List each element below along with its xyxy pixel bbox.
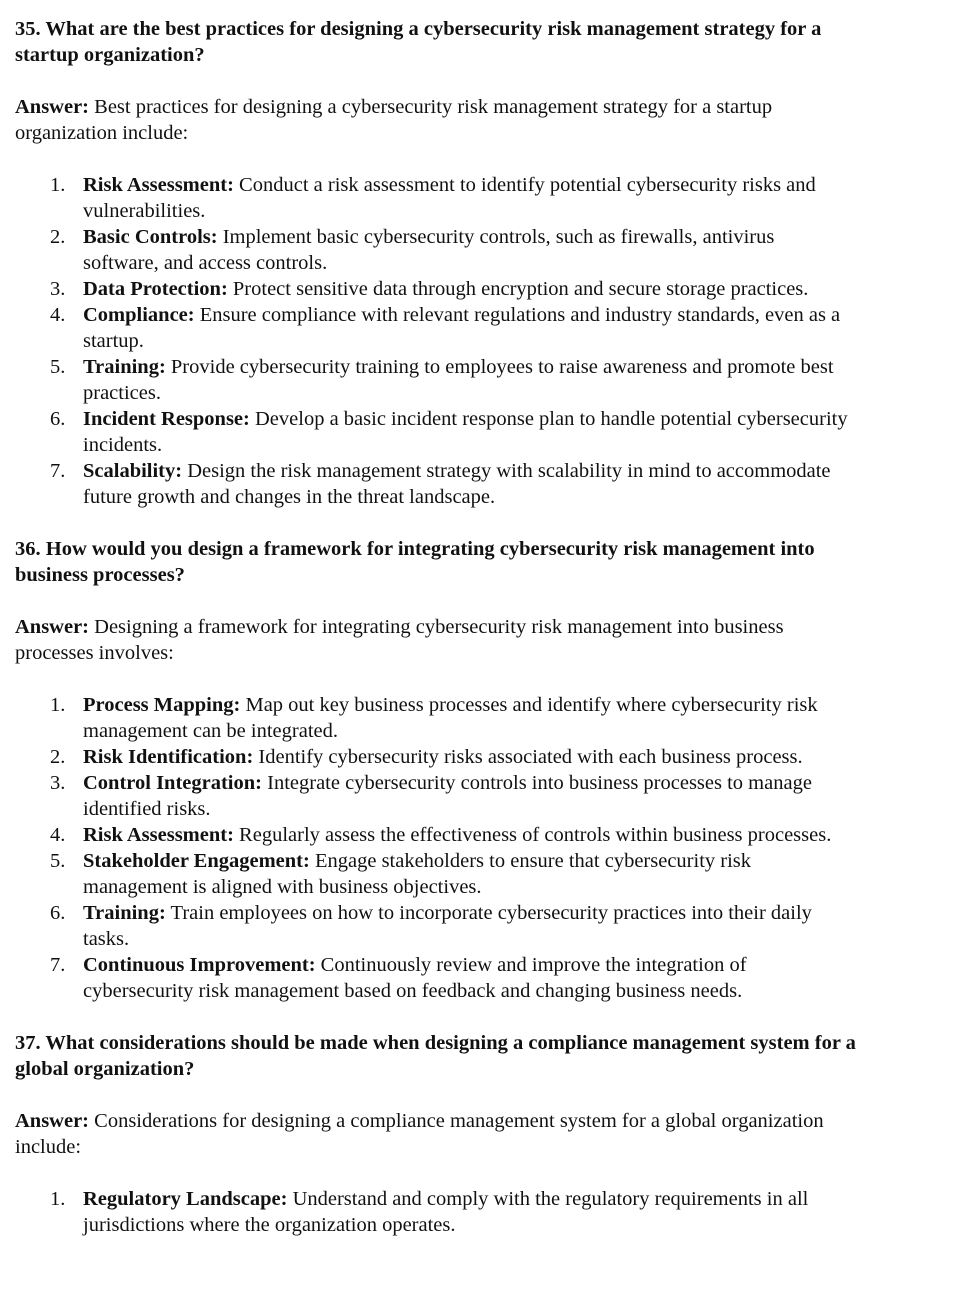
item-term: Risk Assessment: [83, 174, 234, 196]
item-term: Data Protection: [83, 278, 228, 300]
item-term: Scalability: [83, 460, 183, 482]
item-term: Basic Controls: [83, 226, 218, 248]
item-number: 6. [50, 408, 66, 430]
list-item [15, 276, 945, 302]
question-heading: 36. How would you design a framework for integrating cybersecurity risk management into business processes? [15, 538, 815, 586]
answer-intro [15, 1108, 945, 1160]
list-item [15, 848, 945, 900]
item-number: 6. [50, 902, 66, 924]
item-number: 5. [50, 356, 66, 378]
answer-text: Considerations for designing a compliance management system for a global organization include: [15, 1110, 824, 1158]
answer-intro [15, 94, 945, 146]
item-text: Understand and comply with the regulatory requirements in all jurisdictions where the organization operates. [83, 1188, 809, 1236]
list-item [15, 354, 945, 406]
item-text: Design the risk management strategy with scalability in mind to accommodate future growth and changes in the threat landscape. [83, 460, 831, 508]
item-text: Conduct a risk assessment to identify potential cybersecurity risks and vulnerabilities. [83, 174, 816, 222]
question-heading: 35. What are the best practices for designing a cybersecurity risk management strategy for a startup organization? [15, 18, 822, 66]
item-number: 1. [50, 1188, 66, 1210]
item-text: Implement basic cybersecurity controls, such as firewalls, antivirus software, and access controls. [83, 226, 775, 274]
list-item [15, 952, 945, 1004]
item-text: Ensure compliance with relevant regulations and industry standards, even as a startup. [83, 304, 841, 352]
item-number: 4. [50, 824, 66, 846]
answer-list [15, 692, 945, 1004]
item-number: 2. [50, 746, 66, 768]
item-number: 2. [50, 226, 66, 248]
item-text: Develop a basic incident response plan to handle potential cybersecurity incidents. [83, 408, 848, 456]
item-number: 7. [50, 460, 66, 482]
list-item [15, 458, 945, 510]
question-heading: 37. What considerations should be made when designing a compliance management system for a global organization? [15, 1032, 856, 1080]
item-text: Map out key business processes and identify where cybersecurity risk management can be integrated. [83, 694, 818, 742]
item-term: Control Integration: [83, 772, 262, 794]
list-item [15, 172, 945, 224]
item-number: 5. [50, 850, 66, 872]
item-term: Stakeholder Engagement: [83, 850, 310, 872]
list-item [15, 406, 945, 458]
list-item [15, 1186, 945, 1238]
item-text: Protect sensitive data through encryption and secure storage practices. [227, 278, 809, 300]
item-text: Provide cybersecurity training to employees to raise awareness and promote best practices. [83, 356, 834, 404]
question-section-37 [15, 1030, 945, 1238]
answer-list [15, 1186, 945, 1238]
list-item [15, 744, 945, 770]
item-text: Identify cybersecurity risks associated with each business process. [253, 746, 803, 768]
list-item [15, 692, 945, 744]
answer-intro [15, 614, 945, 666]
item-term: Training: [83, 902, 166, 924]
answer-text: Best practices for designing a cybersecurity risk management strategy for a startup organization include: [15, 96, 773, 144]
item-text: Integrate cybersecurity controls into business processes to manage identified risks. [83, 772, 812, 820]
item-term: Risk Identification: [83, 746, 254, 768]
list-item [15, 822, 945, 848]
item-term: Risk Assessment: [83, 824, 234, 846]
list-item [15, 770, 945, 822]
question-section-36 [15, 536, 945, 1004]
answer-label: Answer: [15, 616, 90, 638]
item-number: 4. [50, 304, 66, 326]
answer-list [15, 172, 945, 510]
item-text: Regularly assess the effectiveness of controls within business processes. [233, 824, 832, 846]
item-number: 3. [50, 278, 66, 300]
answer-label: Answer: [15, 1110, 90, 1132]
item-term: Continuous Improvement: [83, 954, 316, 976]
answer-label: Answer: [15, 96, 90, 118]
item-number: 7. [50, 954, 66, 976]
item-number: 3. [50, 772, 66, 794]
answer-text: Designing a framework for integrating cybersecurity risk management into business processes involves: [15, 616, 784, 664]
item-term: Compliance: [83, 304, 195, 326]
item-text: Train employees on how to incorporate cybersecurity practices into their daily tasks. [83, 902, 812, 950]
list-item [15, 900, 945, 952]
item-term: Training: [83, 356, 166, 378]
list-item [15, 224, 945, 276]
item-number: 1. [50, 694, 66, 716]
item-text: Continuously review and improve the integration of cybersecurity risk management based on feedback and changing business needs. [83, 954, 747, 1002]
item-number: 1. [50, 174, 66, 196]
item-term: Process Mapping: [83, 694, 241, 716]
question-section-35 [15, 16, 945, 510]
item-term: Incident Response: [83, 408, 250, 430]
list-item [15, 302, 945, 354]
item-text: Engage stakeholders to ensure that cybersecurity risk management is aligned with business objectives. [83, 850, 752, 898]
item-term: Regulatory Landscape: [83, 1188, 288, 1210]
